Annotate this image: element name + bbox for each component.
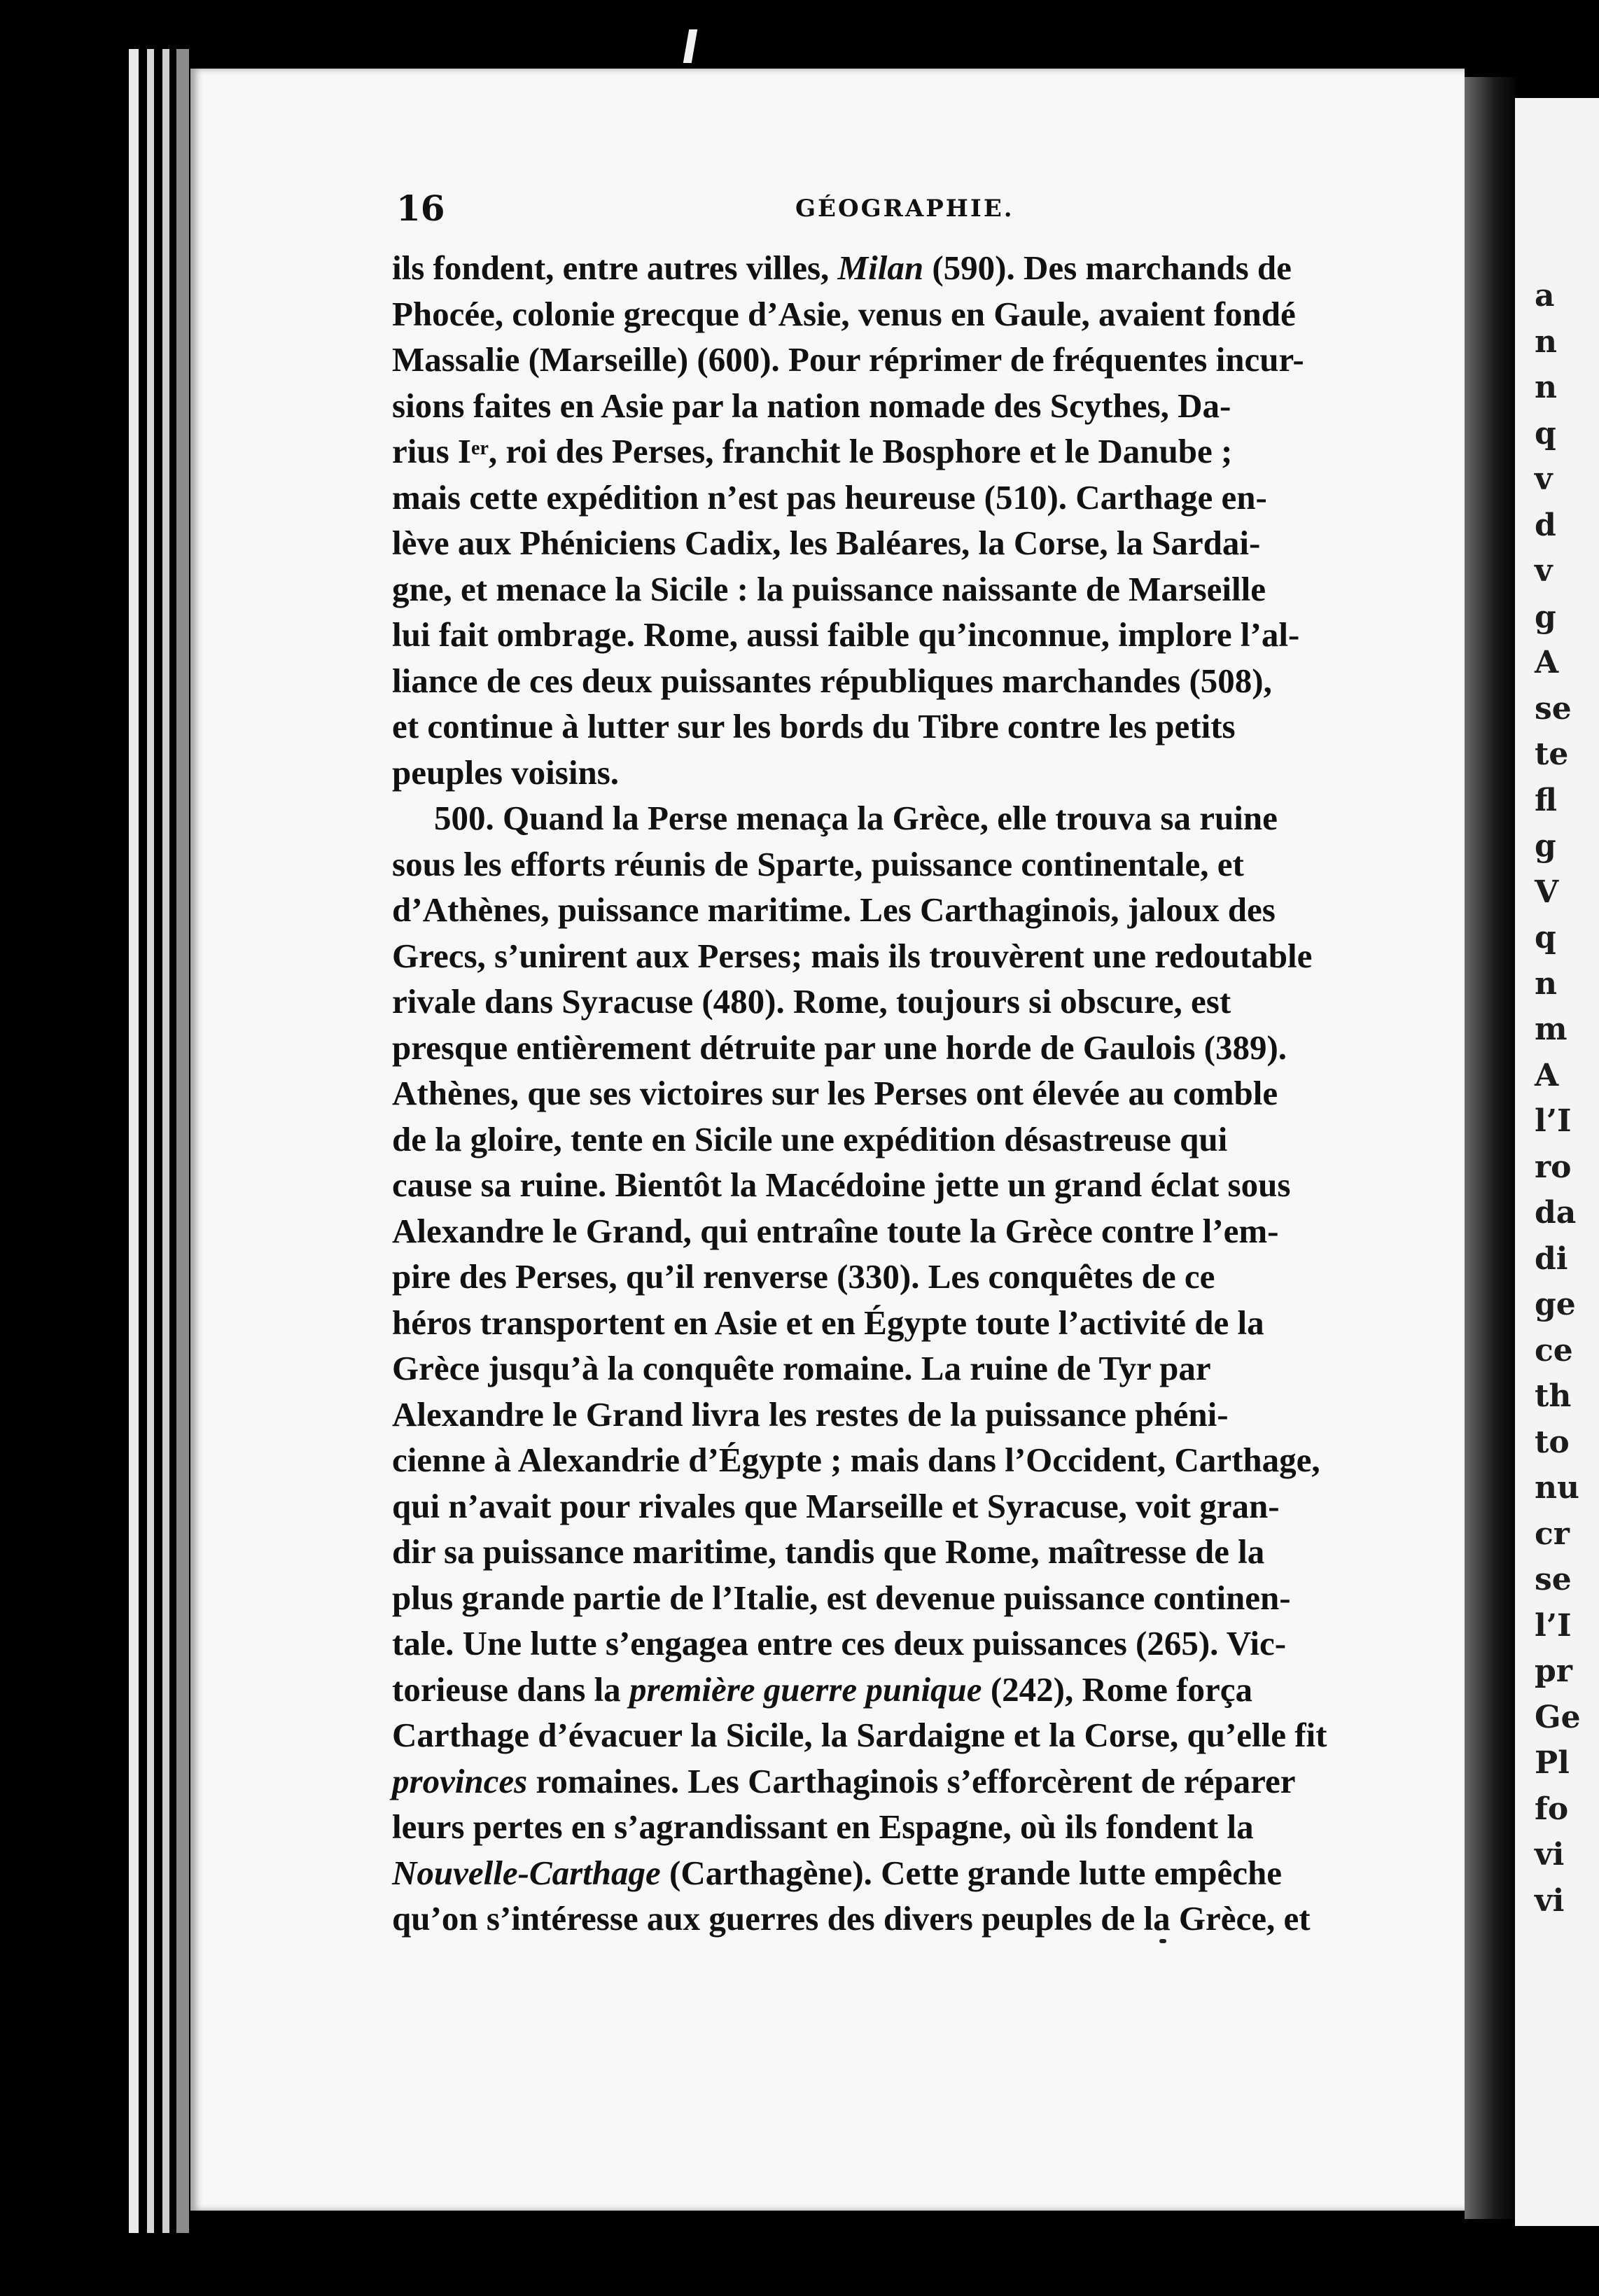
adjacent-page-fragment-text: A <box>1535 1057 1559 1093</box>
adjacent-page-fragment-text: Ge <box>1535 1699 1581 1735</box>
adjacent-page-fragment-text: g <box>1535 598 1556 635</box>
text-line <box>392 475 1381 521</box>
adjacent-page-fragment-text: vi <box>1535 1882 1565 1919</box>
text-segment: ils fondent, entre autres villes, <box>392 248 838 287</box>
text-segment: rius I <box>392 432 472 470</box>
page-stack-edges <box>123 49 193 2233</box>
text-line <box>392 1300 1381 1346</box>
page-edge <box>176 49 189 2233</box>
text-line <box>392 428 1381 475</box>
text-segment: sous les efforts réunis de Sparte, puissance continentale, et <box>392 844 1244 883</box>
running-head <box>396 188 1376 230</box>
adjacent-page-fragment-text: g <box>1535 828 1556 864</box>
adjacent-page-fragment-text: A <box>1535 645 1559 680</box>
adjacent-page-fragment-text: fo <box>1535 1791 1569 1827</box>
text-line <box>392 1758 1381 1805</box>
text-segment: Massalie (Marseille) (600). Pour réprimer de fréquentes incur- <box>392 340 1304 379</box>
text-segment: leurs pertes en s’agrandissant en Espagne, où ils fondent la <box>392 1807 1254 1846</box>
text-line <box>392 1070 1381 1116</box>
adjacent-page-fragment-text: pr <box>1535 1653 1572 1689</box>
page-edge <box>162 49 169 2233</box>
adjacent-page-text <box>1535 273 1581 1924</box>
text-segment: dir sa puissance maritime, tandis que Rome, maîtresse de la <box>392 1532 1265 1571</box>
text-line <box>392 1712 1381 1758</box>
text-segment: sions faites en Asie par la nation nomade des Scythes, Da- <box>392 386 1231 425</box>
text-segment: plus grande partie de l’Italie, est devenue puissance continen- <box>392 1578 1291 1617</box>
text-segment: presque entièrement détruite par une horde de Gaulois (389). <box>392 1028 1287 1067</box>
adjacent-page-fragment-text: cr <box>1535 1516 1570 1552</box>
text-segment: héros transportent en Asie et en Égypte toute l’activité de la <box>392 1303 1264 1342</box>
text-line <box>392 1437 1381 1483</box>
adjacent-page-fragment-text: th <box>1535 1378 1572 1414</box>
adjacent-page-fragment-text: da <box>1535 1195 1577 1231</box>
text-line <box>392 1896 1381 1942</box>
adjacent-page-fragment-text: d <box>1535 507 1556 543</box>
text-segment: rivale dans Syracuse (480). Rome, toujours si obscure, est <box>392 982 1231 1021</box>
text-segment: cause sa ruine. Bientôt la Macédoine jette un grand éclat sous <box>392 1166 1291 1204</box>
text-segment: qu’on s’intéresse aux guerres des divers peuples de la Grèce, et <box>392 1899 1311 1938</box>
page-number: 16 <box>396 188 445 229</box>
adjacent-page-fragment-text: di <box>1535 1240 1568 1277</box>
text-line <box>392 1116 1381 1163</box>
text-line <box>392 933 1381 979</box>
adjacent-page-fragment-text: se <box>1535 690 1572 727</box>
text-segment: gne, et menace la Sicile : la puissance naissante de Marseille <box>392 569 1266 608</box>
text-segment: et continue à lutter sur les bords du Tibre contre les petits <box>392 707 1236 746</box>
text-segment: Alexandre le Grand livra les restes de la puissance phéni- <box>392 1394 1229 1434</box>
text-line <box>392 795 1381 841</box>
text-line <box>392 1620 1381 1667</box>
text-segment: Alexandre le Grand, qui entraîne toute la Grèce contre l’em- <box>392 1211 1279 1250</box>
text-segment: qui n’avait pour rivales que Marseille et Syracuse, voit gran- <box>392 1486 1280 1525</box>
text-line <box>392 520 1381 566</box>
top-scan-mark <box>683 29 697 63</box>
adjacent-page-fragment-text: ro <box>1535 1149 1572 1185</box>
text-segment: mais cette expédition n’est pas heureuse (510). Carthage en- <box>392 477 1267 517</box>
text-segment: peuples voisins. <box>392 752 620 792</box>
adjacent-page-fragment-text: n <box>1535 323 1557 360</box>
adjacent-page-fragment-text: v <box>1535 553 1553 589</box>
adjacent-page-fragment-text: V <box>1535 874 1559 910</box>
text-segment: 500. Quand la Perse menaça la Grèce, elle trouva sa ruine <box>434 799 1278 837</box>
page-edge <box>147 49 154 2233</box>
adjacent-page-fragment-text: v <box>1535 461 1553 497</box>
adjacent-page-fragment-text: n <box>1535 370 1557 405</box>
text-segment: (242), Rome força <box>982 1670 1252 1709</box>
text-segment: Athènes, que ses victoires sur les Perses ont élevée au comble <box>392 1074 1278 1112</box>
text-line <box>392 887 1381 933</box>
adjacent-page-fragment-text: ge <box>1535 1287 1576 1322</box>
text-segment: liance de ces deux puissantes républiques marchandes (508), <box>392 661 1272 700</box>
text-segment: de la gloire, tente en Sicile une expédition désastreuse qui <box>392 1119 1228 1158</box>
text-segment: romaines. Les Carthaginois s’efforcèrent de réparer <box>527 1761 1296 1800</box>
text-line <box>392 1667 1381 1713</box>
adjacent-page-fragment-text: nu <box>1535 1470 1579 1506</box>
superscript-text: er <box>471 438 489 459</box>
text-segment: Grèce jusqu’à la conquête romaine. La ruine de Tyr par <box>392 1349 1211 1387</box>
adjacent-page-fragment-text: l’I <box>1535 1103 1572 1139</box>
page-edge <box>129 49 139 2233</box>
ink-speck <box>1159 1939 1166 1943</box>
text-line <box>392 1254 1381 1300</box>
text-segment: d’Athènes, puissance maritime. Les Carthaginois, jaloux des <box>392 890 1276 929</box>
italic-text: première guerre punique <box>629 1670 982 1709</box>
text-line <box>392 612 1381 658</box>
italic-text: provinces <box>392 1761 528 1800</box>
adjacent-page-fragment-text: m <box>1535 1011 1567 1047</box>
text-line <box>392 1392 1381 1438</box>
body-text <box>392 245 1381 1942</box>
adjacent-page-fragment-text: n <box>1535 965 1557 1002</box>
text-segment: cienne à Alexandrie d’Égypte ; mais dans l’Occident, Carthage, <box>392 1441 1320 1479</box>
adjacent-page-fragment-text: ce <box>1535 1332 1573 1368</box>
adjacent-page-fragment-text: l’I <box>1535 1607 1572 1644</box>
text-line <box>392 1345 1381 1392</box>
text-line <box>392 1529 1381 1575</box>
text-line <box>392 1162 1381 1208</box>
text-line <box>392 979 1381 1025</box>
text-line <box>392 704 1381 750</box>
text-segment: (Carthagène). Cette grande lutte empêche <box>660 1853 1282 1892</box>
text-line <box>392 566 1381 612</box>
text-line <box>392 245 1381 291</box>
text-segment: tale. Une lutte s’engagea entre ces deux puissances (265). Vic- <box>392 1624 1287 1662</box>
text-segment: (590). Des marchands de <box>923 248 1292 287</box>
italic-text: Nouvelle-Carthage <box>392 1853 661 1892</box>
text-line <box>392 1804 1381 1850</box>
text-segment: Grecs, s’unirent aux Perses; mais ils trouvèrent une redoutable <box>392 936 1313 975</box>
adjacent-page-fragment-text: to <box>1535 1424 1570 1460</box>
text-segment: pire des Perses, qu’il renverse (330). Les conquêtes de ce <box>392 1257 1215 1296</box>
text-segment: lui fait ombrage. Rome, aussi faible qu’inconnue, implore l’al- <box>392 615 1300 654</box>
text-line <box>392 1483 1381 1530</box>
text-line <box>392 750 1381 796</box>
text-segment: , roi des Perses, franchit le Bosphore et le Danube ; <box>488 432 1233 470</box>
adjacent-page-fragment-text: vi <box>1535 1837 1565 1872</box>
adjacent-page-fragment-text: q <box>1535 415 1556 451</box>
text-line <box>392 1208 1381 1254</box>
text-line <box>392 1850 1381 1896</box>
text-line <box>392 383 1381 429</box>
book-gutter <box>1465 77 1519 2219</box>
text-segment: torieuse dans la <box>392 1670 629 1709</box>
text-line <box>392 1025 1381 1071</box>
text-segment: lève aux Phéniciens Cadix, les Baléares, la Corse, la Sardai- <box>392 524 1261 562</box>
adjacent-page-fragment-text: Pl <box>1535 1745 1570 1781</box>
running-title: GÉOGRAPHIE. <box>795 195 1014 223</box>
adjacent-page-fragment <box>1515 98 1599 2226</box>
text-segment: Carthage d’évacuer la Sicile, la Sardaigne et la Corse, qu’elle fit <box>392 1716 1327 1754</box>
text-line <box>392 841 1381 888</box>
adjacent-page-fragment-text: te <box>1535 736 1569 772</box>
text-line <box>392 291 1381 337</box>
adjacent-page-fragment-text: a <box>1535 278 1555 314</box>
adjacent-page-fragment-text: q <box>1535 920 1556 955</box>
italic-text: Milan <box>837 248 924 287</box>
adjacent-page-fragment-text: fl <box>1535 782 1557 818</box>
adjacent-page-fragment-text: se <box>1535 1562 1572 1597</box>
text-line <box>392 658 1381 704</box>
text-segment: Phocée, colonie grecque d’Asie, venus en Gaule, avaient fondé <box>392 294 1296 333</box>
text-line <box>392 337 1381 383</box>
text-line <box>392 1575 1381 1621</box>
